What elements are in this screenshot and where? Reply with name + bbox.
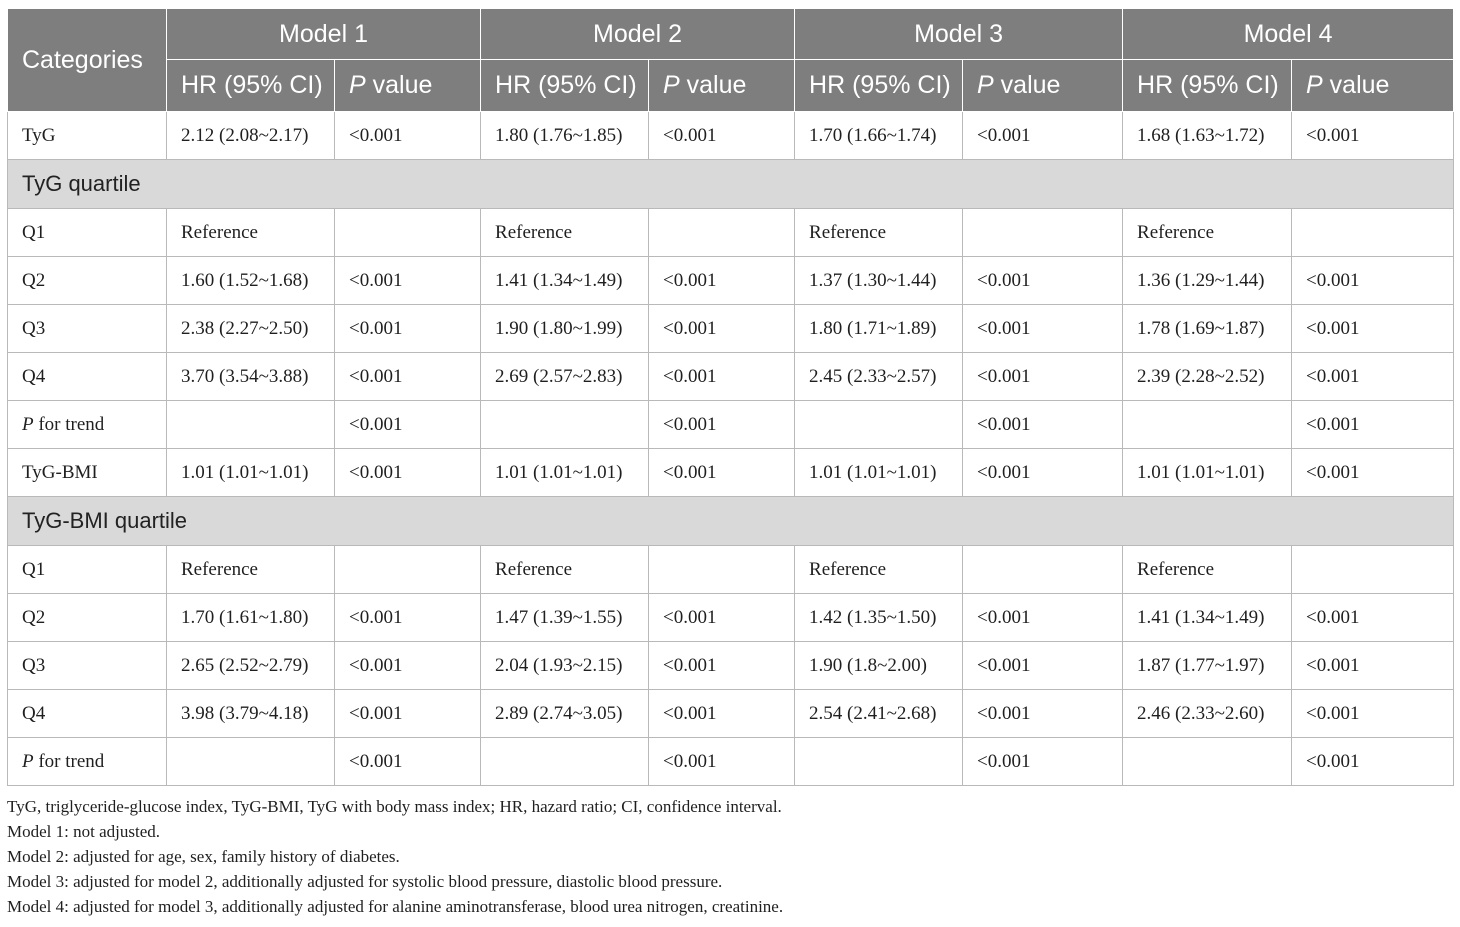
table-body [8,112,1454,786]
model-1-header: Model 1 [167,9,481,60]
hr-ci-cell: 1.70 (1.66~1.74) [795,112,963,160]
hr-ci-cell: 2.12 (2.08~2.17) [167,112,335,160]
p-value-header [963,60,1123,112]
hr-ci-cell [795,738,963,786]
p-italic: P [663,71,680,99]
hr-ci-cell [481,738,649,786]
hr-ci-cell: 1.41 (1.34~1.49) [1123,594,1292,642]
hr-ci-cell: Reference [481,546,649,594]
table-header [8,9,1454,112]
p-value-cell: <0.001 [335,690,481,738]
hr-ci-cell: 1.42 (1.35~1.50) [795,594,963,642]
p-value-cell: <0.001 [649,112,795,160]
row-label: Q2 [8,257,167,305]
p-value-cell [1292,546,1454,594]
hr-ci-cell: 2.89 (2.74~3.05) [481,690,649,738]
section-row [8,497,1454,546]
subheader-row [8,60,1454,112]
model-3-header: Model 3 [795,9,1123,60]
table-row [8,690,1454,738]
p-value-cell: <0.001 [963,449,1123,497]
hr-ci-cell [167,401,335,449]
p-value-cell: <0.001 [335,257,481,305]
p-value-cell: <0.001 [1292,353,1454,401]
row-label: Q2 [8,594,167,642]
results-table-container [7,8,1453,919]
hr-ci-cell: 1.87 (1.77~1.97) [1123,642,1292,690]
row-label [8,738,167,786]
p-value-cell: <0.001 [335,594,481,642]
hr-ci-cell [1123,401,1292,449]
hr-ci-cell: Reference [167,546,335,594]
hr-ci-cell: 1.41 (1.34~1.49) [481,257,649,305]
p-value-cell: <0.001 [335,738,481,786]
table-row [8,449,1454,497]
p-value-cell: <0.001 [963,690,1123,738]
hr-ci-cell: 1.36 (1.29~1.44) [1123,257,1292,305]
p-value-cell [335,209,481,257]
p-value-cell: <0.001 [649,594,795,642]
p-value-suffix: value [1322,71,1390,99]
hr-ci-header: HR (95% CI) [1123,60,1292,112]
hr-ci-cell [1123,738,1292,786]
row-label: Q3 [8,305,167,353]
hr-ci-cell: 1.01 (1.01~1.01) [167,449,335,497]
row-label [8,401,167,449]
p-italic: P [1306,71,1323,99]
p-value-cell: <0.001 [1292,690,1454,738]
p-value-cell: <0.001 [963,642,1123,690]
footnotes [7,794,1453,919]
hr-ci-cell: 1.01 (1.01~1.01) [1123,449,1292,497]
hr-ci-cell [167,738,335,786]
hr-ci-cell: 2.69 (2.57~2.83) [481,353,649,401]
p-value-cell: <0.001 [963,353,1123,401]
section-label: TyG quartile [8,160,1454,209]
footnote-line: Model 2: adjusted for age, sex, family history of diabetes. [7,847,400,866]
hr-ci-cell: 2.39 (2.28~2.52) [1123,353,1292,401]
row-label: Q3 [8,642,167,690]
table-row [8,642,1454,690]
p-value-cell: <0.001 [1292,112,1454,160]
hr-ci-cell: 1.01 (1.01~1.01) [795,449,963,497]
table-row [8,738,1454,786]
p-value-cell [649,546,795,594]
p-value-cell: <0.001 [649,257,795,305]
p-value-suffix: value [993,71,1061,99]
p-value-cell: <0.001 [335,401,481,449]
model-2-header: Model 2 [481,9,795,60]
p-value-header [1292,60,1454,112]
table-row [8,112,1454,160]
p-value-cell: <0.001 [1292,257,1454,305]
hr-ci-cell: 1.70 (1.61~1.80) [167,594,335,642]
section-label: TyG-BMI quartile [8,497,1454,546]
p-value-cell: <0.001 [335,112,481,160]
table-row [8,305,1454,353]
hr-ci-cell: Reference [1123,209,1292,257]
p-value-cell: <0.001 [335,353,481,401]
table-row [8,353,1454,401]
hr-ci-cell: Reference [1123,546,1292,594]
p-value-cell: <0.001 [1292,594,1454,642]
hr-ci-cell: 1.90 (1.80~1.99) [481,305,649,353]
row-label: TyG [8,112,167,160]
footnote-line: TyG, triglyceride-glucose index, TyG-BMI, TyG with body mass index; HR, hazard ratio; CI, confidence interval. [7,797,782,816]
p-value-cell: <0.001 [649,305,795,353]
table-row [8,401,1454,449]
p-value-cell: <0.001 [649,353,795,401]
p-value-cell: <0.001 [1292,449,1454,497]
table-row [8,209,1454,257]
p-value-cell: <0.001 [335,449,481,497]
hr-ci-cell: Reference [481,209,649,257]
p-value-cell: <0.001 [335,642,481,690]
p-value-suffix: value [679,71,747,99]
row-label: TyG-BMI [8,449,167,497]
table-row [8,546,1454,594]
p-value-cell: <0.001 [649,738,795,786]
p-italic: P [349,71,366,99]
hr-ci-cell: 3.98 (3.79~4.18) [167,690,335,738]
p-italic: P [22,750,34,772]
hr-ci-cell [481,401,649,449]
hr-ci-cell: 1.60 (1.52~1.68) [167,257,335,305]
table-row [8,594,1454,642]
p-value-cell [1292,209,1454,257]
hr-ci-cell: 2.45 (2.33~2.57) [795,353,963,401]
hr-ci-cell: 2.54 (2.41~2.68) [795,690,963,738]
hr-ci-cell: 1.37 (1.30~1.44) [795,257,963,305]
hazard-ratio-table [7,8,1454,786]
p-value-cell: <0.001 [649,449,795,497]
hr-ci-cell: 2.65 (2.52~2.79) [167,642,335,690]
p-value-cell: <0.001 [963,738,1123,786]
hr-ci-cell: 1.47 (1.39~1.55) [481,594,649,642]
p-value-cell: <0.001 [649,401,795,449]
footnote-line: Model 1: not adjusted. [7,822,160,841]
table-row [8,257,1454,305]
hr-ci-header: HR (95% CI) [795,60,963,112]
hr-ci-cell: 1.80 (1.71~1.89) [795,305,963,353]
hr-ci-cell: 1.78 (1.69~1.87) [1123,305,1292,353]
p-value-cell: <0.001 [963,594,1123,642]
row-label: Q1 [8,209,167,257]
hr-ci-header: HR (95% CI) [481,60,649,112]
hr-ci-cell: 1.90 (1.8~2.00) [795,642,963,690]
p-value-cell: <0.001 [963,257,1123,305]
p-value-suffix: value [365,71,433,99]
hr-ci-cell: 1.68 (1.63~1.72) [1123,112,1292,160]
hr-ci-cell: 3.70 (3.54~3.88) [167,353,335,401]
row-label-suffix: for trend [33,413,105,435]
p-value-cell: <0.001 [1292,738,1454,786]
p-value-cell: <0.001 [1292,642,1454,690]
p-value-cell: <0.001 [649,642,795,690]
p-value-cell: <0.001 [335,305,481,353]
row-label: Q4 [8,690,167,738]
p-value-cell [963,546,1123,594]
p-value-cell: <0.001 [963,112,1123,160]
hr-ci-cell [795,401,963,449]
p-italic: P [22,413,34,435]
p-value-cell [963,209,1123,257]
hr-ci-cell: 2.46 (2.33~2.60) [1123,690,1292,738]
p-value-header [649,60,795,112]
p-value-cell: <0.001 [649,690,795,738]
p-italic: P [977,71,994,99]
hr-ci-cell: Reference [167,209,335,257]
hr-ci-header: HR (95% CI) [167,60,335,112]
hr-ci-cell: Reference [795,209,963,257]
model-4-header: Model 4 [1123,9,1454,60]
hr-ci-cell: 1.80 (1.76~1.85) [481,112,649,160]
section-row [8,160,1454,209]
row-label: Q4 [8,353,167,401]
p-value-header [335,60,481,112]
hr-ci-cell: 2.38 (2.27~2.50) [167,305,335,353]
row-label-suffix: for trend [33,750,105,772]
p-value-cell: <0.001 [963,305,1123,353]
hr-ci-cell: 2.04 (1.93~2.15) [481,642,649,690]
categories-header: Categories [8,9,167,112]
hr-ci-cell: Reference [795,546,963,594]
row-label: Q1 [8,546,167,594]
p-value-cell: <0.001 [963,401,1123,449]
footnote-line: Model 4: adjusted for model 3, additionally adjusted for alanine aminotransferase, blood urea nitrogen, creatinine. [7,897,784,916]
p-value-cell: <0.001 [1292,305,1454,353]
p-value-cell: <0.001 [1292,401,1454,449]
p-value-cell [335,546,481,594]
hr-ci-cell: 1.01 (1.01~1.01) [481,449,649,497]
footnote-line: Model 3: adjusted for model 2, additionally adjusted for systolic blood pressure, diastolic blood pressure. [7,872,723,891]
p-value-cell [649,209,795,257]
